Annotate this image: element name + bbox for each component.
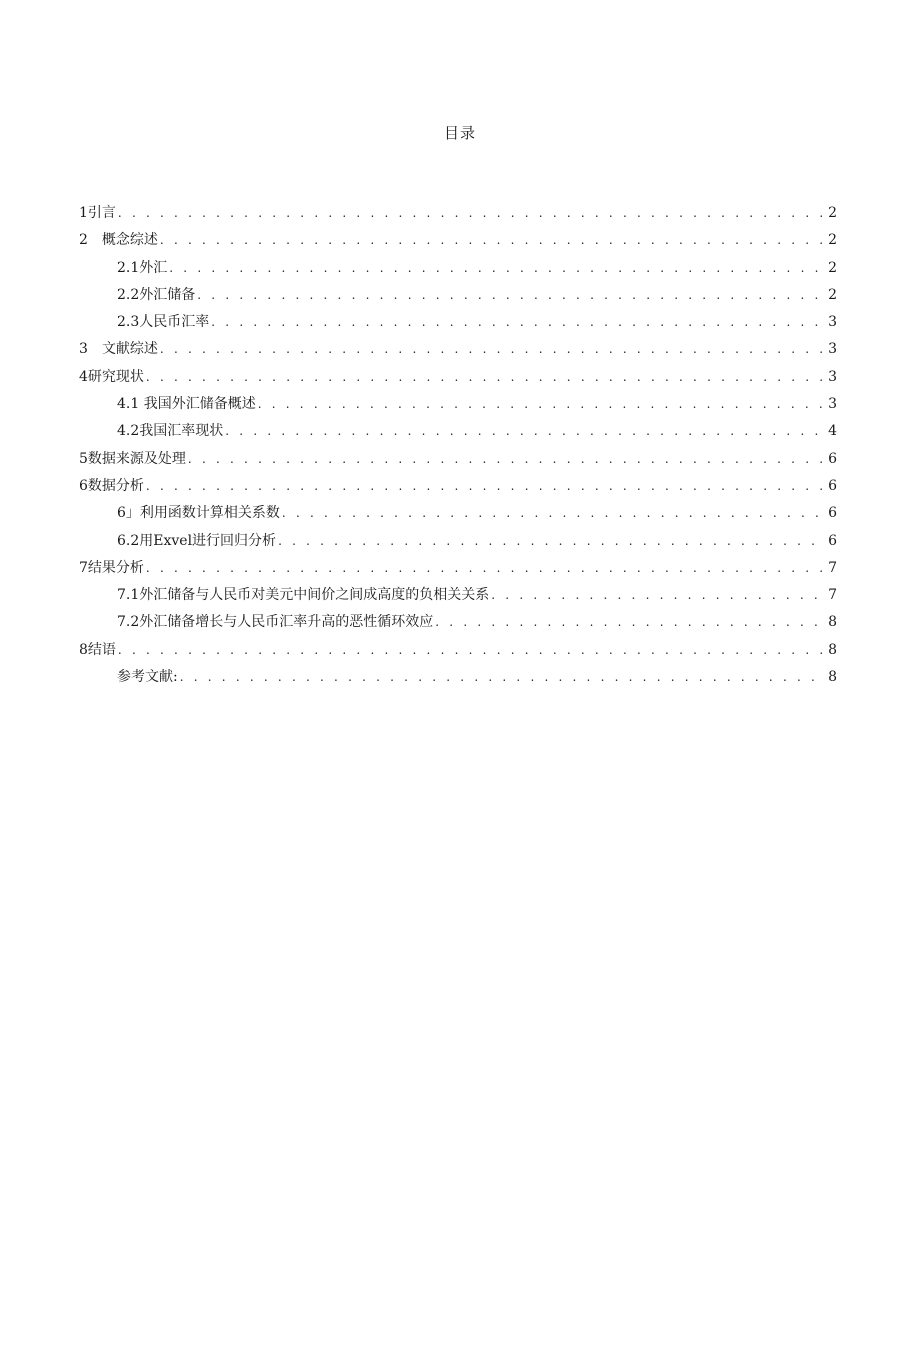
- toc-entry-label: 8结语: [79, 641, 116, 658]
- toc-entry-label: 3 文献综述: [79, 341, 158, 358]
- toc-dot-leader: [118, 200, 826, 227]
- toc-entry-page: 2: [828, 259, 837, 276]
- toc-entry[interactable]: [79, 473, 837, 500]
- toc-entry-label: 2.3人民币汇率: [117, 314, 210, 331]
- toc-entry-label: 1引言: [79, 205, 116, 221]
- toc-entry[interactable]: [79, 391, 837, 418]
- toc-entry[interactable]: [79, 609, 837, 636]
- toc-entry[interactable]: [79, 309, 837, 336]
- toc-entry-page: 8: [828, 641, 837, 658]
- toc-entry[interactable]: [79, 637, 837, 664]
- toc-entry-label: 2.2外汇储备: [117, 286, 196, 303]
- toc-entry-page: 6: [828, 505, 837, 522]
- toc-entry[interactable]: [79, 227, 837, 254]
- toc-entry-label: 6」利用函数计算相关系数: [117, 505, 280, 522]
- toc-entry-label: 6数据分析: [79, 477, 144, 494]
- toc-entry-page: 2: [828, 205, 837, 221]
- toc-entry-label: 7结果分析: [79, 559, 144, 576]
- toc-dot-leader: [146, 364, 826, 391]
- toc-dot-leader: [491, 582, 826, 609]
- toc-entry-page: 3: [828, 314, 837, 331]
- toc-dot-leader: [435, 609, 826, 636]
- toc-entry[interactable]: [79, 418, 837, 445]
- toc-entry-page: 6: [828, 477, 837, 494]
- toc-entry-page: 8: [828, 669, 837, 686]
- toc-dot-leader: [118, 637, 826, 664]
- toc-entry[interactable]: [79, 336, 837, 363]
- toc-entry[interactable]: [79, 528, 837, 555]
- toc-entry[interactable]: [79, 364, 837, 391]
- toc-entry-page: 6: [828, 532, 837, 549]
- toc-entry[interactable]: [79, 446, 837, 473]
- toc-dot-leader: [278, 528, 826, 555]
- toc-dot-leader: [197, 282, 826, 309]
- toc-entry-page: 3: [828, 396, 837, 413]
- toc-entry-page: 3: [828, 341, 837, 358]
- toc-entry-label: 4.1 我国外汇储备概述: [117, 396, 256, 413]
- toc-dot-leader: [160, 227, 826, 254]
- toc-dot-leader: [146, 473, 826, 500]
- toc-entry-label: 7.1外汇储备与人民币对美元中间价之间成高度的负相关关系: [117, 587, 490, 604]
- toc-entry-page: 4: [828, 423, 837, 440]
- toc-entry[interactable]: [79, 500, 837, 527]
- toc-dot-leader: [211, 309, 826, 336]
- toc-entry-label: 4研究现状: [79, 368, 144, 385]
- toc-entry-page: 2: [828, 232, 837, 249]
- toc-entry-page: 3: [828, 368, 837, 385]
- toc-entry-page: 7: [828, 587, 837, 604]
- toc-entry-label: 5数据来源及处理: [79, 450, 186, 467]
- toc-entry[interactable]: [79, 664, 837, 691]
- toc-entry[interactable]: [79, 282, 837, 309]
- toc-title: 目录: [443, 124, 476, 142]
- toc-dot-leader: [225, 418, 826, 445]
- toc-entry-label: 6.2用Exvel进行回归分析: [117, 532, 277, 549]
- toc-entry[interactable]: [79, 582, 837, 609]
- toc-entry-label: 4.2我国汇率现状: [117, 423, 224, 440]
- toc-dot-leader: [258, 391, 826, 418]
- toc-entry-page: 2: [828, 286, 837, 303]
- toc-entry[interactable]: [79, 200, 837, 227]
- toc-entry[interactable]: [79, 555, 837, 582]
- toc-dot-leader: [169, 255, 826, 282]
- toc-entry-page: 7: [828, 559, 837, 576]
- toc-dot-leader: [160, 336, 826, 363]
- toc-dot-leader: [188, 446, 826, 473]
- toc-entry-label: 参考文献:: [117, 669, 178, 686]
- toc-entry-label: 2 概念综述: [79, 232, 158, 249]
- toc-entry-label: 2.1外汇: [117, 259, 168, 276]
- table-of-contents: [79, 200, 837, 691]
- toc-entry-page: 8: [828, 614, 837, 631]
- toc-dot-leader: [180, 664, 826, 691]
- toc-dot-leader: [282, 500, 826, 527]
- toc-entry-label: 7.2外汇储备增长与人民币汇率升高的恶性循环效应: [117, 614, 434, 631]
- toc-entry[interactable]: [79, 255, 837, 282]
- toc-entry-page: 6: [828, 450, 837, 467]
- toc-dot-leader: [146, 555, 826, 582]
